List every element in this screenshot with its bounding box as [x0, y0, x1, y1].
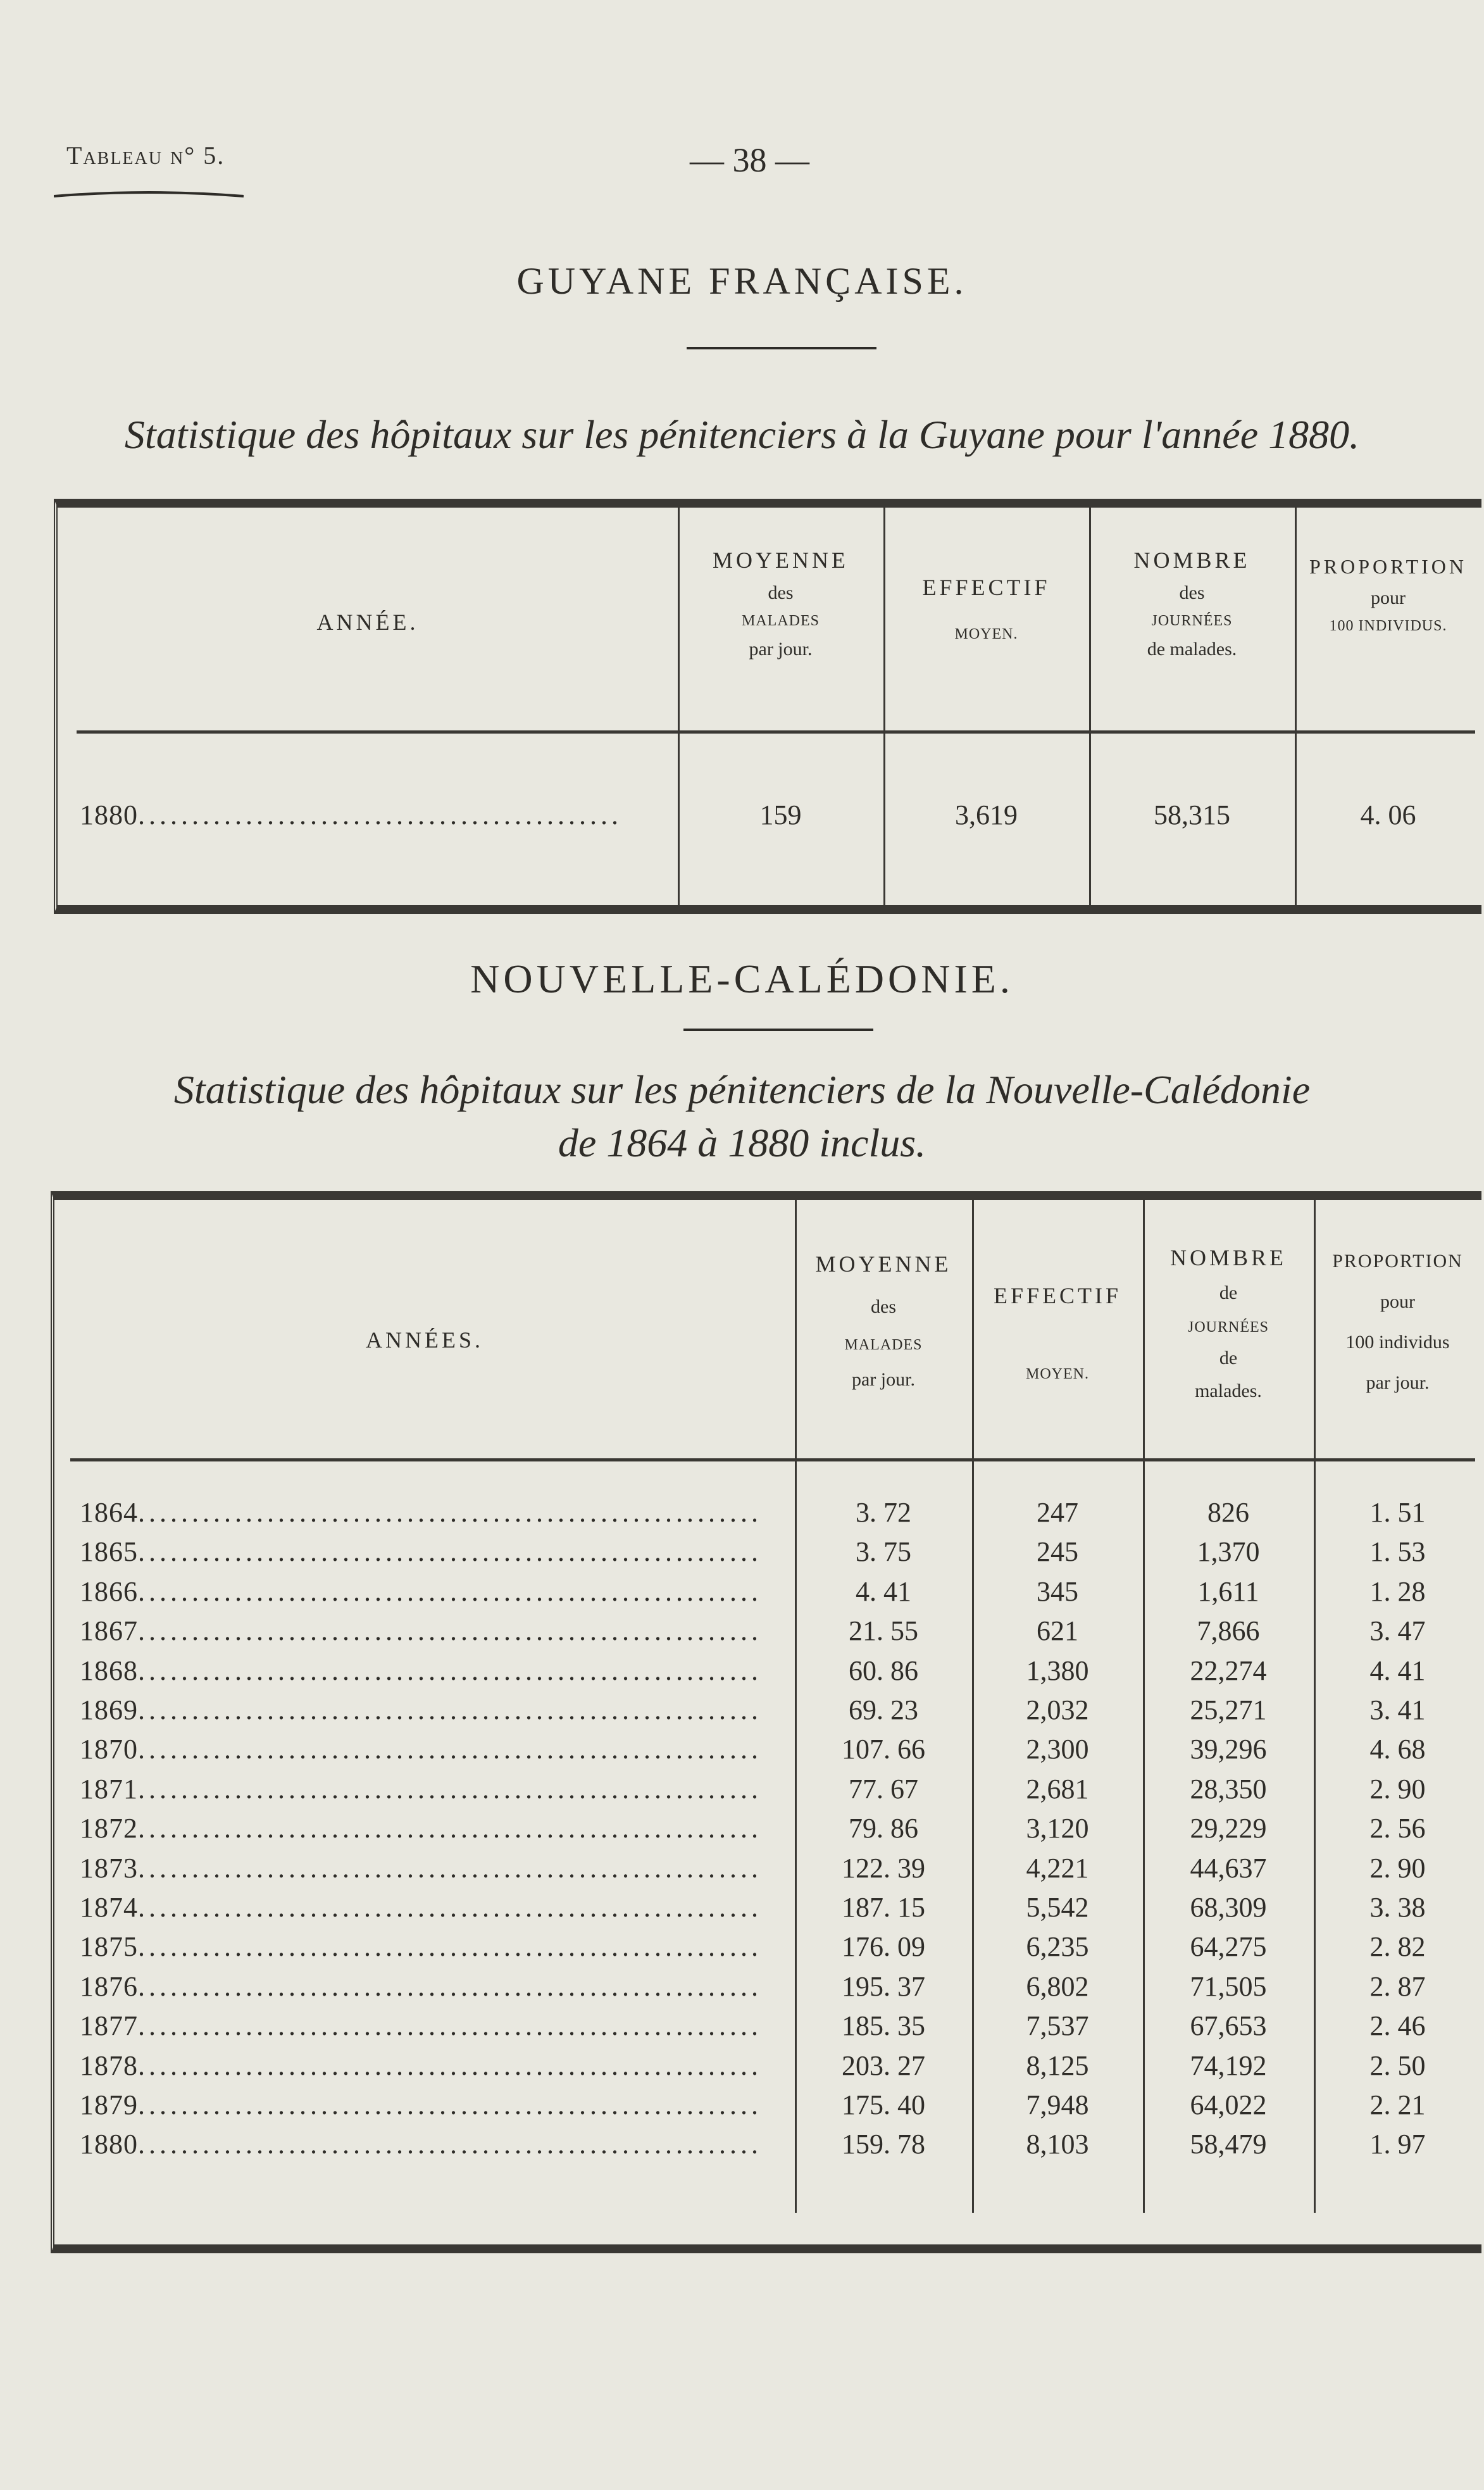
table-row: 1872.......................................................... 79. 86 3,120 29,229 2. 56 — [54, 1812, 1481, 1851]
moyenne-value: 159 — [759, 799, 802, 830]
year-label: 1866 — [80, 1575, 138, 1607]
moyenne-value: 60. 86 — [849, 1655, 918, 1686]
year-label: 1868 — [80, 1655, 138, 1686]
effectif-value: 621 — [1037, 1615, 1078, 1647]
guyane-col-nombre: NOMBRE des JOURNÉES de malades. — [1133, 547, 1250, 660]
journees-value: 68,309 — [1190, 1892, 1267, 1923]
journees-value: 64,022 — [1190, 2089, 1267, 2120]
moyenne-value: 122. 39 — [842, 1852, 925, 1884]
table-row: 1876.......................................................... 195. 37 6,802 71,505 2. 87 — [54, 1970, 1481, 2010]
year-label: 1880 — [80, 2129, 138, 2160]
proportion-value: 3. 38 — [1369, 1892, 1426, 1923]
proportion-value: 3. 47 — [1369, 1615, 1426, 1647]
proportion-value: 4. 06 — [1360, 799, 1416, 830]
journees-value: 64,275 — [1190, 1931, 1267, 1963]
year-label: 1875 — [80, 1931, 138, 1963]
year-label: 1870 — [80, 1734, 138, 1765]
proportion-value: 3. 41 — [1369, 1694, 1426, 1725]
year-label: 1874 — [80, 1892, 138, 1923]
page-number: — 38 — — [690, 141, 809, 179]
effectif-value: 8,103 — [1026, 2129, 1089, 2160]
moyenne-value: 3. 75 — [856, 1536, 911, 1568]
journees-value: 25,271 — [1190, 1694, 1267, 1725]
proportion-value: 1. 51 — [1369, 1497, 1426, 1528]
table-row: 1870.......................................................... 107. 66 2,300 39,296 4. 68 — [54, 1733, 1481, 1772]
table-row: 1868.......................................................... 60. 86 1,380 22,274 4. 41 — [54, 1655, 1481, 1694]
year-label: 1876 — [80, 1970, 138, 2002]
journees-value: 44,637 — [1190, 1852, 1267, 1884]
proportion-value: 1. 53 — [1369, 1536, 1426, 1568]
table-row: 1875.......................................................... 176. 09 6,235 64,275 2. 82 — [54, 1930, 1481, 1970]
journees-value: 58,479 — [1190, 2129, 1267, 2160]
moyenne-value: 79. 86 — [849, 1813, 918, 1844]
effectif-value: 3,120 — [1026, 1813, 1089, 1844]
effectif-value: 6,802 — [1026, 1970, 1089, 2002]
year-label: 1872 — [80, 1813, 138, 1844]
guyane-col-annee: ANNÉE. — [316, 610, 419, 635]
caledonie-title: NOUVELLE-CALÉDONIE. — [470, 956, 1014, 1001]
effectif-value: 7,948 — [1026, 2089, 1089, 2120]
effectif-value: 8,125 — [1026, 2049, 1089, 2081]
table-row: 1867.......................................................... 21. 55 621 7,866 3. 47 — [54, 1615, 1481, 1654]
journees-value: 1,370 — [1197, 1536, 1260, 1568]
caledonie-subtitle-line1: Statistique des hôpitaux sur les pénitenciers de la Nouvelle-Calédonie — [173, 1067, 1311, 1112]
effectif-value: 345 — [1037, 1575, 1078, 1607]
moyenne-value: 195. 37 — [842, 1970, 925, 2002]
journees-value: 7,866 — [1197, 1615, 1260, 1647]
effectif-value: 7,537 — [1026, 2010, 1089, 2042]
effectif-value: 2,032 — [1026, 1694, 1089, 1725]
table-label: Tableau n° 5. — [66, 141, 225, 170]
year-label: 1880 — [80, 799, 138, 830]
proportion-value: 2. 21 — [1369, 2089, 1426, 2120]
moyenne-value: 107. 66 — [842, 1734, 925, 1765]
year-label: 1871 — [80, 1773, 138, 1805]
proportion-value: 4. 68 — [1369, 1734, 1426, 1765]
effectif-value: 245 — [1037, 1536, 1078, 1568]
guyane-col-proportion: PROPORTION pour 100 INDIVIDUS. — [1309, 555, 1467, 634]
moyenne-value: 187. 15 — [842, 1892, 925, 1923]
table-row: 1880............................................. 159 3,619 58,315 4. 06 — [58, 799, 1481, 838]
year-label: 1878 — [80, 2049, 138, 2081]
proportion-value: 2. 87 — [1369, 1970, 1426, 2002]
proportion-value: 1. 97 — [1369, 2129, 1426, 2160]
proportion-value: 1. 28 — [1369, 1575, 1426, 1607]
effectif-value: 1,380 — [1026, 1655, 1089, 1686]
table-row: 1877.......................................................... 185. 35 7,537 67,653 2. 46 — [54, 2010, 1481, 2049]
proportion-value: 2. 46 — [1369, 2010, 1426, 2042]
journees-value: 29,229 — [1190, 1813, 1267, 1844]
caledonie-title-rule — [683, 1029, 873, 1031]
year-label: 1873 — [80, 1852, 138, 1884]
year-label: 1877 — [80, 2010, 138, 2042]
journees-value: 67,653 — [1190, 2010, 1267, 2042]
journees-value: 28,350 — [1190, 1773, 1267, 1805]
guyane-title: GUYANE FRANÇAISE. — [516, 260, 968, 302]
caledonie-col-proportion: PROPORTION pour 100 individus par jour. — [1332, 1251, 1463, 1393]
caledonie-col-annees: ANNÉES. — [366, 1327, 483, 1353]
caledonie-col-moyenne: MOYENNE des MALADES par jour. — [815, 1251, 952, 1390]
year-label: 1864 — [80, 1497, 138, 1528]
caledonie-subtitle-line2: de 1864 à 1880 inclus. — [558, 1120, 926, 1165]
journees-value: 22,274 — [1190, 1655, 1267, 1686]
moyenne-value: 69. 23 — [849, 1694, 918, 1725]
effectif-value: 4,221 — [1026, 1852, 1089, 1884]
caledonie-col-nombre: NOMBRE de JOURNÉES de malades. — [1169, 1245, 1287, 1401]
journees-value: 71,505 — [1190, 1970, 1267, 2002]
proportion-value: 4. 41 — [1369, 1655, 1426, 1686]
moyenne-value: 4. 41 — [856, 1575, 911, 1607]
effectif-value: 5,542 — [1026, 1892, 1089, 1923]
guyane-col-moyenne: MOYENNE des MALADES par jour. — [713, 547, 849, 660]
year-label: 1867 — [80, 1615, 138, 1647]
journees-value: 58,315 — [1154, 799, 1230, 830]
proportion-value: 2. 50 — [1369, 2049, 1426, 2081]
effectif-value: 3,619 — [955, 799, 1018, 830]
journees-value: 826 — [1207, 1497, 1249, 1528]
effectif-value: 247 — [1037, 1497, 1078, 1528]
guyane-subtitle: Statistique des hôpitaux sur les pénitenciers à la Guyane pour l'année 1880. — [124, 412, 1360, 457]
table-row: 1871.......................................................... 77. 67 2,681 28,350 2. 90 — [54, 1773, 1481, 1812]
header-ornament — [54, 190, 244, 200]
table-row: 1864.......................................................... 3. 72 247 826 1. 51 — [54, 1496, 1481, 1536]
table-row: 1869.......................................................... 69. 23 2,032 25,271 3. 41 — [54, 1694, 1481, 1733]
table-row: 1865.......................................................... 3. 75 245 1,370 1. 53 — [54, 1536, 1481, 1575]
moyenne-value: 159. 78 — [842, 2129, 925, 2160]
guyane-col-effectif: EFFECTIF MOYEN. — [922, 575, 1051, 642]
proportion-value: 2. 56 — [1369, 1813, 1426, 1844]
guyane-table — [54, 499, 1481, 914]
table-row: 1878.......................................................... 203. 27 8,125 74,192 2. 50 — [54, 2049, 1481, 2089]
table-row: 1874.......................................................... 187. 15 5,542 68,309 3. 38 — [54, 1891, 1481, 1930]
effectif-value: 6,235 — [1026, 1931, 1089, 1963]
proportion-value: 2. 90 — [1369, 1773, 1426, 1805]
moyenne-value: 77. 67 — [849, 1773, 918, 1805]
year-label: 1865 — [80, 1536, 138, 1568]
journees-value: 1,611 — [1197, 1575, 1259, 1607]
table-row: 1879.......................................................... 175. 40 7,948 64,022 2. 21 — [54, 2089, 1481, 2128]
moyenne-value: 176. 09 — [842, 1931, 925, 1963]
guyane-title-rule — [687, 347, 876, 349]
year-label: 1879 — [80, 2089, 138, 2120]
moyenne-value: 175. 40 — [842, 2089, 925, 2120]
table-row: 1880.......................................................... 159. 78 8,103 58,479 1. 97 — [54, 2128, 1481, 2167]
table-row: 1873.......................................................... 122. 39 4,221 44,637 2. 90 — [54, 1852, 1481, 1891]
table-row: 1866.......................................................... 4. 41 345 1,611 1. 28 — [54, 1575, 1481, 1615]
caledonie-col-effectif: EFFECTIF MOYEN. — [993, 1283, 1122, 1382]
caledonie-table — [51, 1191, 1481, 2253]
effectif-value: 2,681 — [1026, 1773, 1089, 1805]
moyenne-value: 3. 72 — [856, 1497, 911, 1528]
moyenne-value: 21. 55 — [849, 1615, 918, 1647]
effectif-value: 2,300 — [1026, 1734, 1089, 1765]
proportion-value: 2. 82 — [1369, 1931, 1426, 1963]
journees-value: 74,192 — [1190, 2049, 1267, 2081]
moyenne-value: 185. 35 — [842, 2010, 925, 2042]
moyenne-value: 203. 27 — [842, 2049, 925, 2081]
year-label: 1869 — [80, 1694, 138, 1725]
proportion-value: 2. 90 — [1369, 1852, 1426, 1884]
journees-value: 39,296 — [1190, 1734, 1267, 1765]
